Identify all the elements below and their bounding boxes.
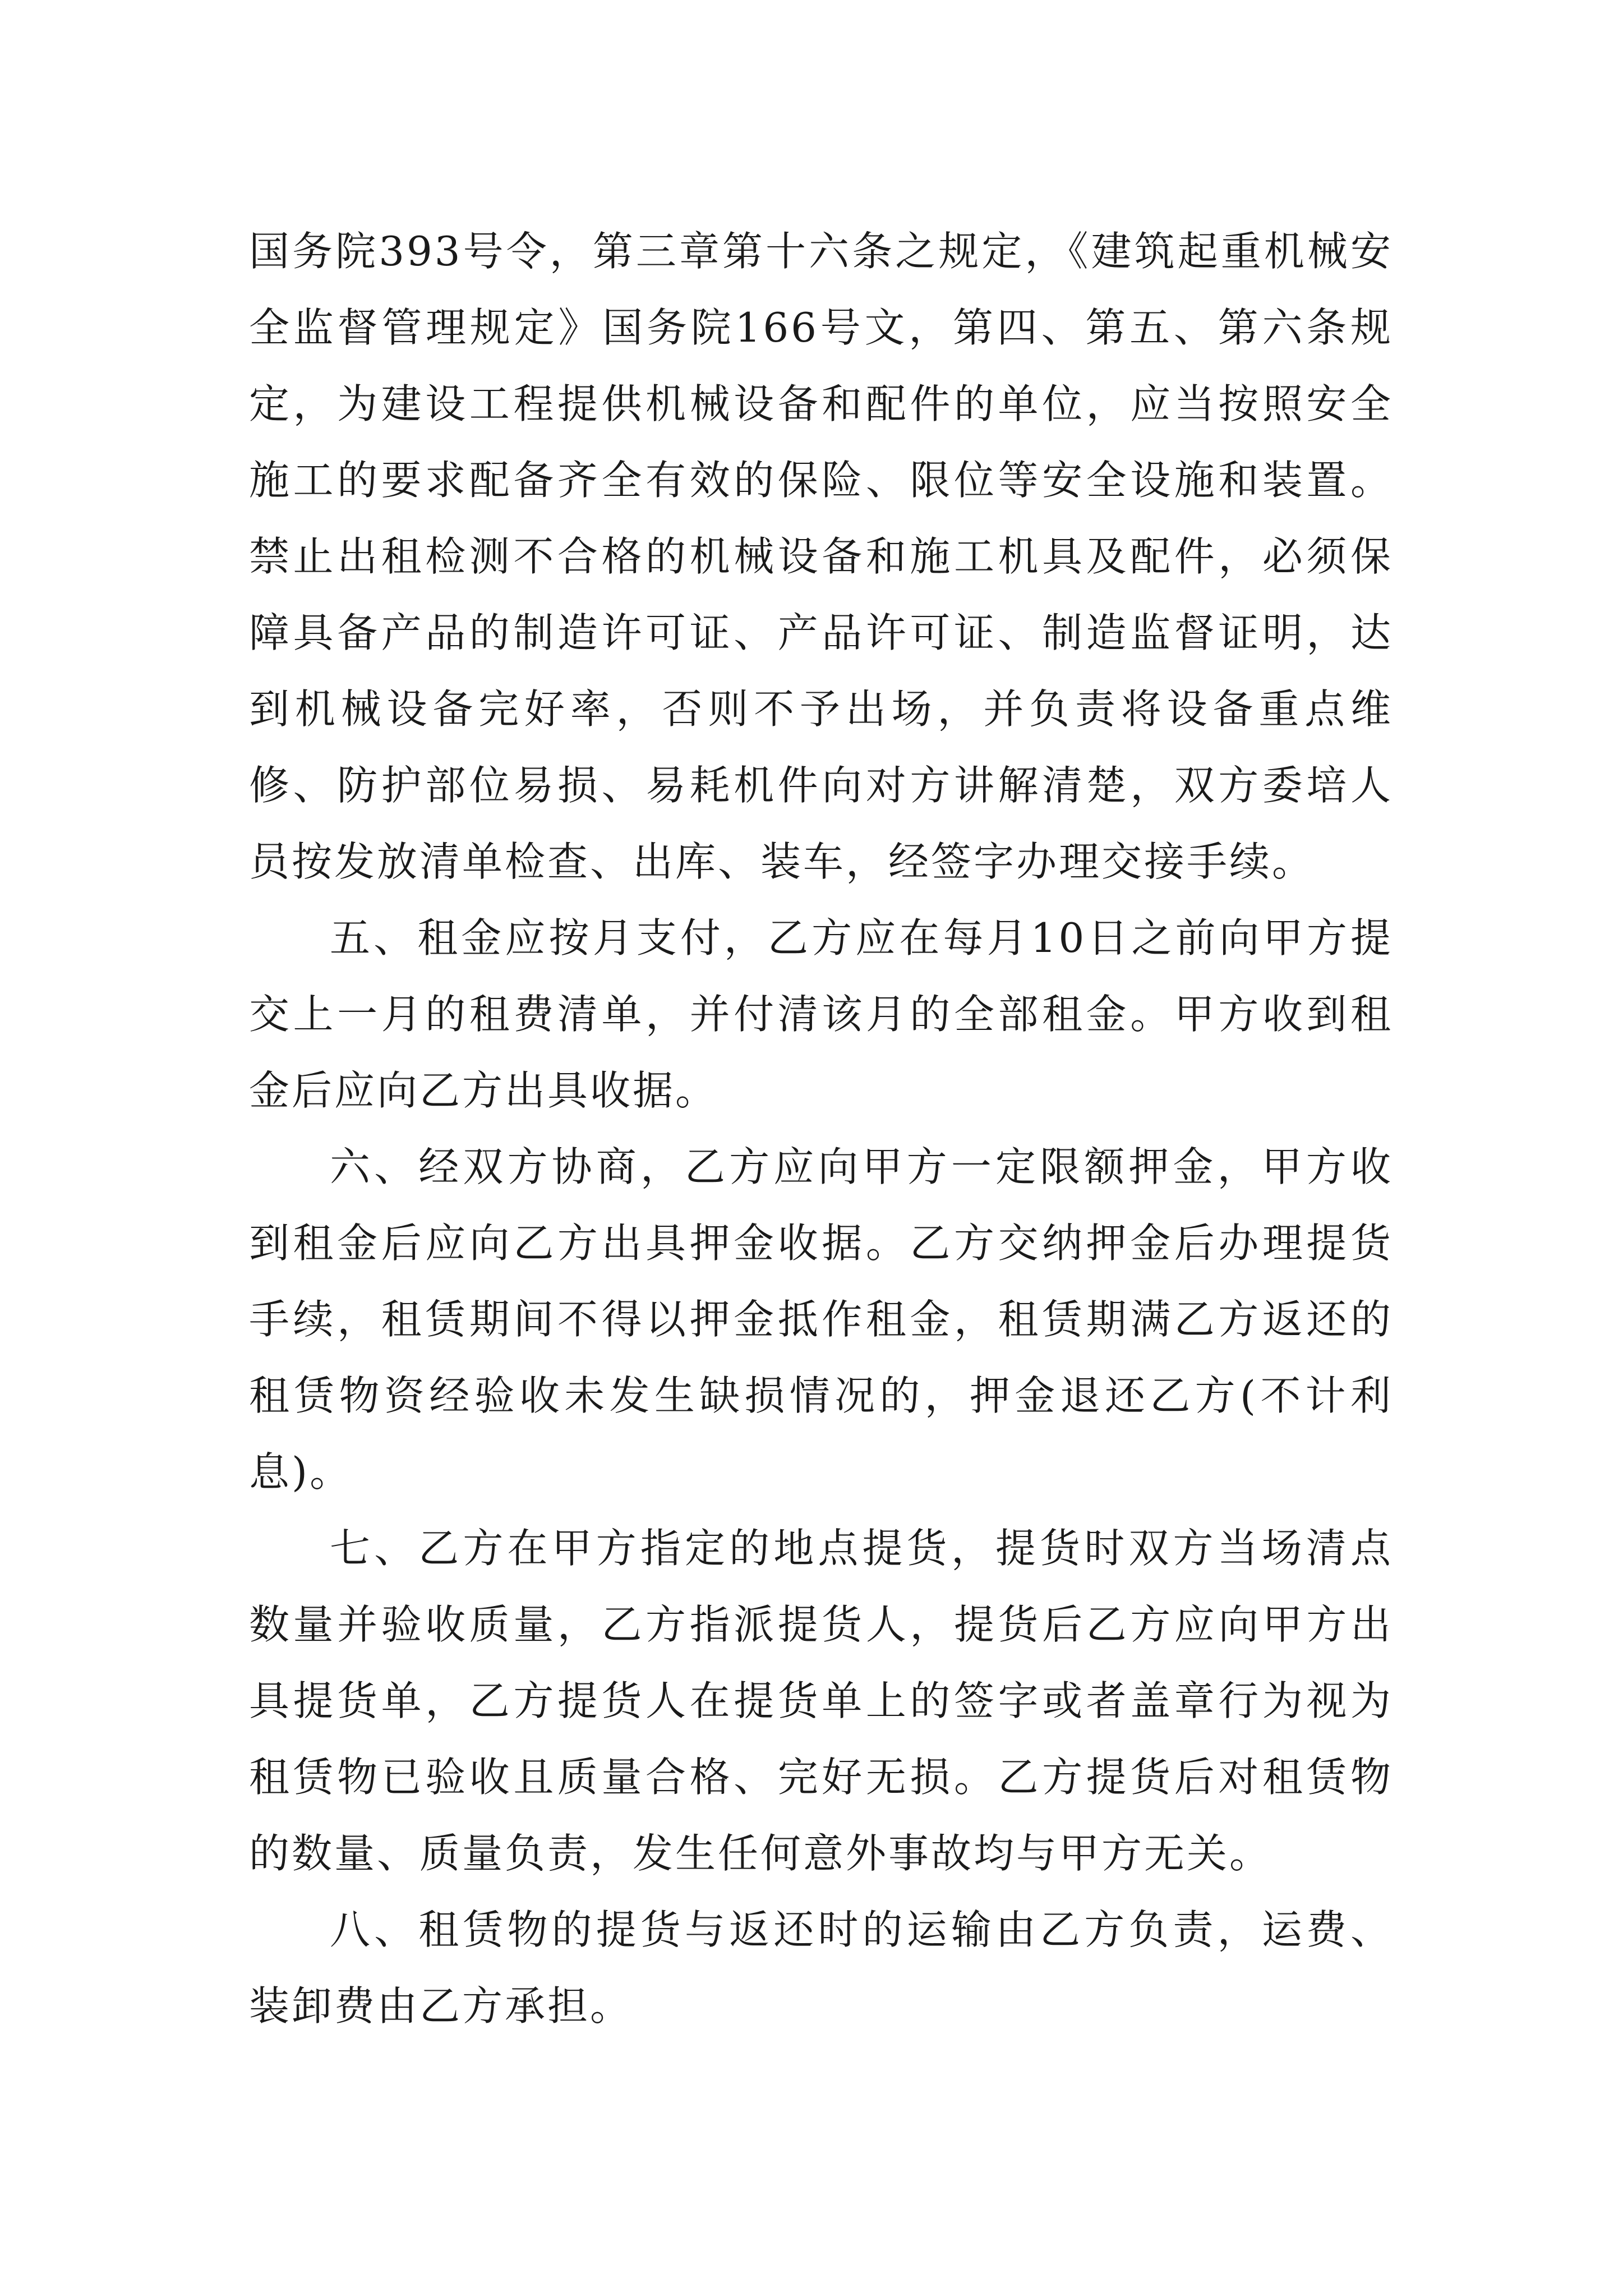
- document-body: [249, 213, 1393, 2044]
- paragraph-clause-5: 五、租金应按月支付，乙方应在每月10日之前向甲方提交上一月的租费清单，并付清该月的全部租金。甲方收到租金后应向乙方出具收据。: [249, 914, 1393, 1114]
- paragraph-clause-7: 七、乙方在甲方指定的地点提货，提货时双方当场清点数量并验收质量，乙方指派提货人，提货后乙方应向甲方出具提货单，乙方提货人在提货单上的签字或者盖章行为视为租赁物已验收且质量合格、完好无损。乙方提货后对租赁物的数量、质量负责，发生任何意外事故均与甲方无关。: [249, 1525, 1393, 1877]
- paragraph-clause-6: 六、经双方协商，乙方应向甲方一定限额押金，甲方收到租金后应向乙方出具押金收据。乙方交纳押金后办理提货手续，租赁期间不得以押金抵作租金，租赁期满乙方返还的租赁物资经验收未发生缺损情况的，押金退还乙方(不计利息)。: [249, 1143, 1393, 1496]
- paragraph-clause-8: 八、租赁物的提货与返还时的运输由乙方负责，运费、装卸费由乙方承担。: [249, 1906, 1393, 2030]
- paragraph-continuation: 国务院393号令，第三章第十六条之规定，《建筑起重机械安全监督管理规定》国务院166号文，第四、第五、第六条规定，为建设工程提供机械设备和配件的单位，应当按照安全施工的要求配备齐全有效的保险、限位等安全设施和装置。禁止出租检测不合格的机械设备和施工机具及配件，必须保障具备产品的制造许可证、产品许可证、制造监督证明，达到机械设备完好率，否则不予出场，并负责将设备重点维修、防护部位易损、易耗机件向对方讲解清楚，双方委培人员按发放清单检查、出库、装车，经签字办理交接手续。: [249, 228, 1393, 885]
